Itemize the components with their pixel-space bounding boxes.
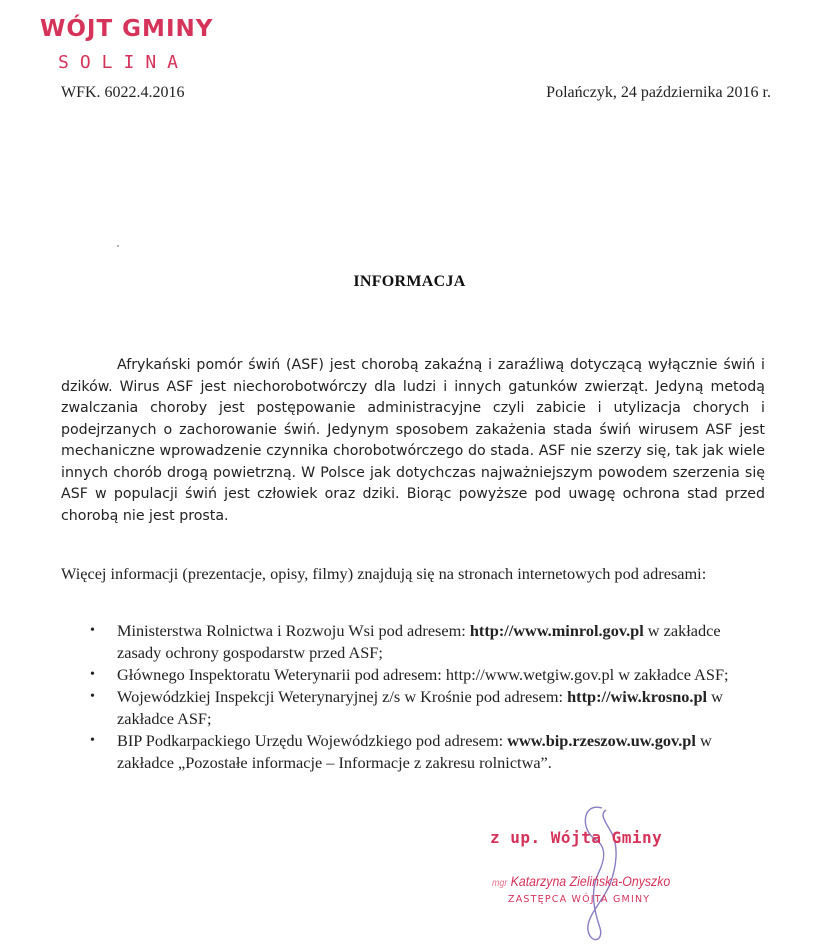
more-info-paragraph: Więcej informacji (prezentacje, opisy, filmy) znajdują się na stronach internetowych pod adresami: [61, 564, 707, 583]
bullet-icon: • [90, 623, 95, 638]
stamp-title: WÓJT GMINY [40, 16, 214, 42]
reference-number: WFK. 6022.4.2016 [61, 84, 185, 101]
link-suffix: w zakładce ASF; [117, 687, 723, 728]
signature-title-prefix: mgr [492, 878, 508, 889]
link-url[interactable]: www.bip.rzeszow.uw.gov.pl [507, 731, 696, 750]
list-item [90, 664, 750, 686]
list-item [90, 730, 750, 774]
link-prefix: Ministerstwa Rolnictwa i Rozwoju Wsi pod adresem: [117, 621, 470, 640]
signature-position: ZASTĘPCA WÓJTA GMINY [508, 894, 651, 905]
body-paragraph: Afrykański pomór świń (ASF) jest chorobą zakaźną i zaraźliwą dotyczącą wyłącznie świń i dzików. Wirus ASF jest niechorobotwórczy dla ludzi i innych gatunków zwierząt. Jedyną metodą zwalczania choroby jest postępowanie administracyjne czyli zabicie i utylizacja chorych i podejrzanych o zachorowanie świń. Jedynym sposobem zakażenia stada świń wirusem ASF jest mechaniczne wprowadzenie czynnika chorobotwórczego do stada. ASF nie szerzy się, tak jak wiele innych chorób drogą powietrzną. W Polsce jak dotychczas najważniejszym powodem szerzenia się ASF w populacji świń jest człowiek oraz dziki. Biorąc powyższe pod uwagę ochrona stad przed chorobą nie jest prosta. [61, 357, 765, 524]
list-item [90, 686, 750, 730]
bullet-icon: • [90, 689, 95, 704]
signature-name: Katarzyna Zielińska-Onyszko [510, 873, 671, 889]
document-heading: INFORMACJA [353, 273, 466, 290]
link-url[interactable]: http://www.minrol.gov.pl [469, 621, 644, 640]
bullet-icon: • [90, 733, 95, 748]
link-prefix: Wojewódzkiej Inspekcji Weterynaryjnej z/s w Krośnie pod adresem: [117, 687, 568, 706]
place-date: Polańczyk, 24 października 2016 r. [546, 84, 771, 101]
link-prefix: BIP Podkarpackiego Urzędu Wojewódzkiego pod adresem: [117, 731, 508, 750]
signature-name-line [492, 873, 670, 889]
link-prefix: Głównego Inspektoratu Weterynarii pod adresem: [117, 665, 446, 684]
link-url[interactable]: http://www.wetgiw.gov.pl [445, 665, 615, 684]
link-suffix: w zakładce „Pozostałe informacje – Informacje z zakresu rolnictwa”. [117, 731, 712, 772]
link-suffix: w zakładce ASF; [614, 665, 729, 684]
links-list [90, 620, 750, 774]
link-suffix: w zakładce zasady ochrony gospodarstw przed ASF; [117, 621, 721, 662]
list-item [90, 620, 750, 664]
stamp-subtitle: SOLINA [58, 52, 190, 73]
link-url[interactable]: http://wiw.krosno.pl [567, 687, 708, 706]
bullet-icon: • [90, 667, 95, 682]
stray-dot [117, 245, 119, 247]
signature-authorization: z up. Wójta Gminy [490, 828, 663, 847]
